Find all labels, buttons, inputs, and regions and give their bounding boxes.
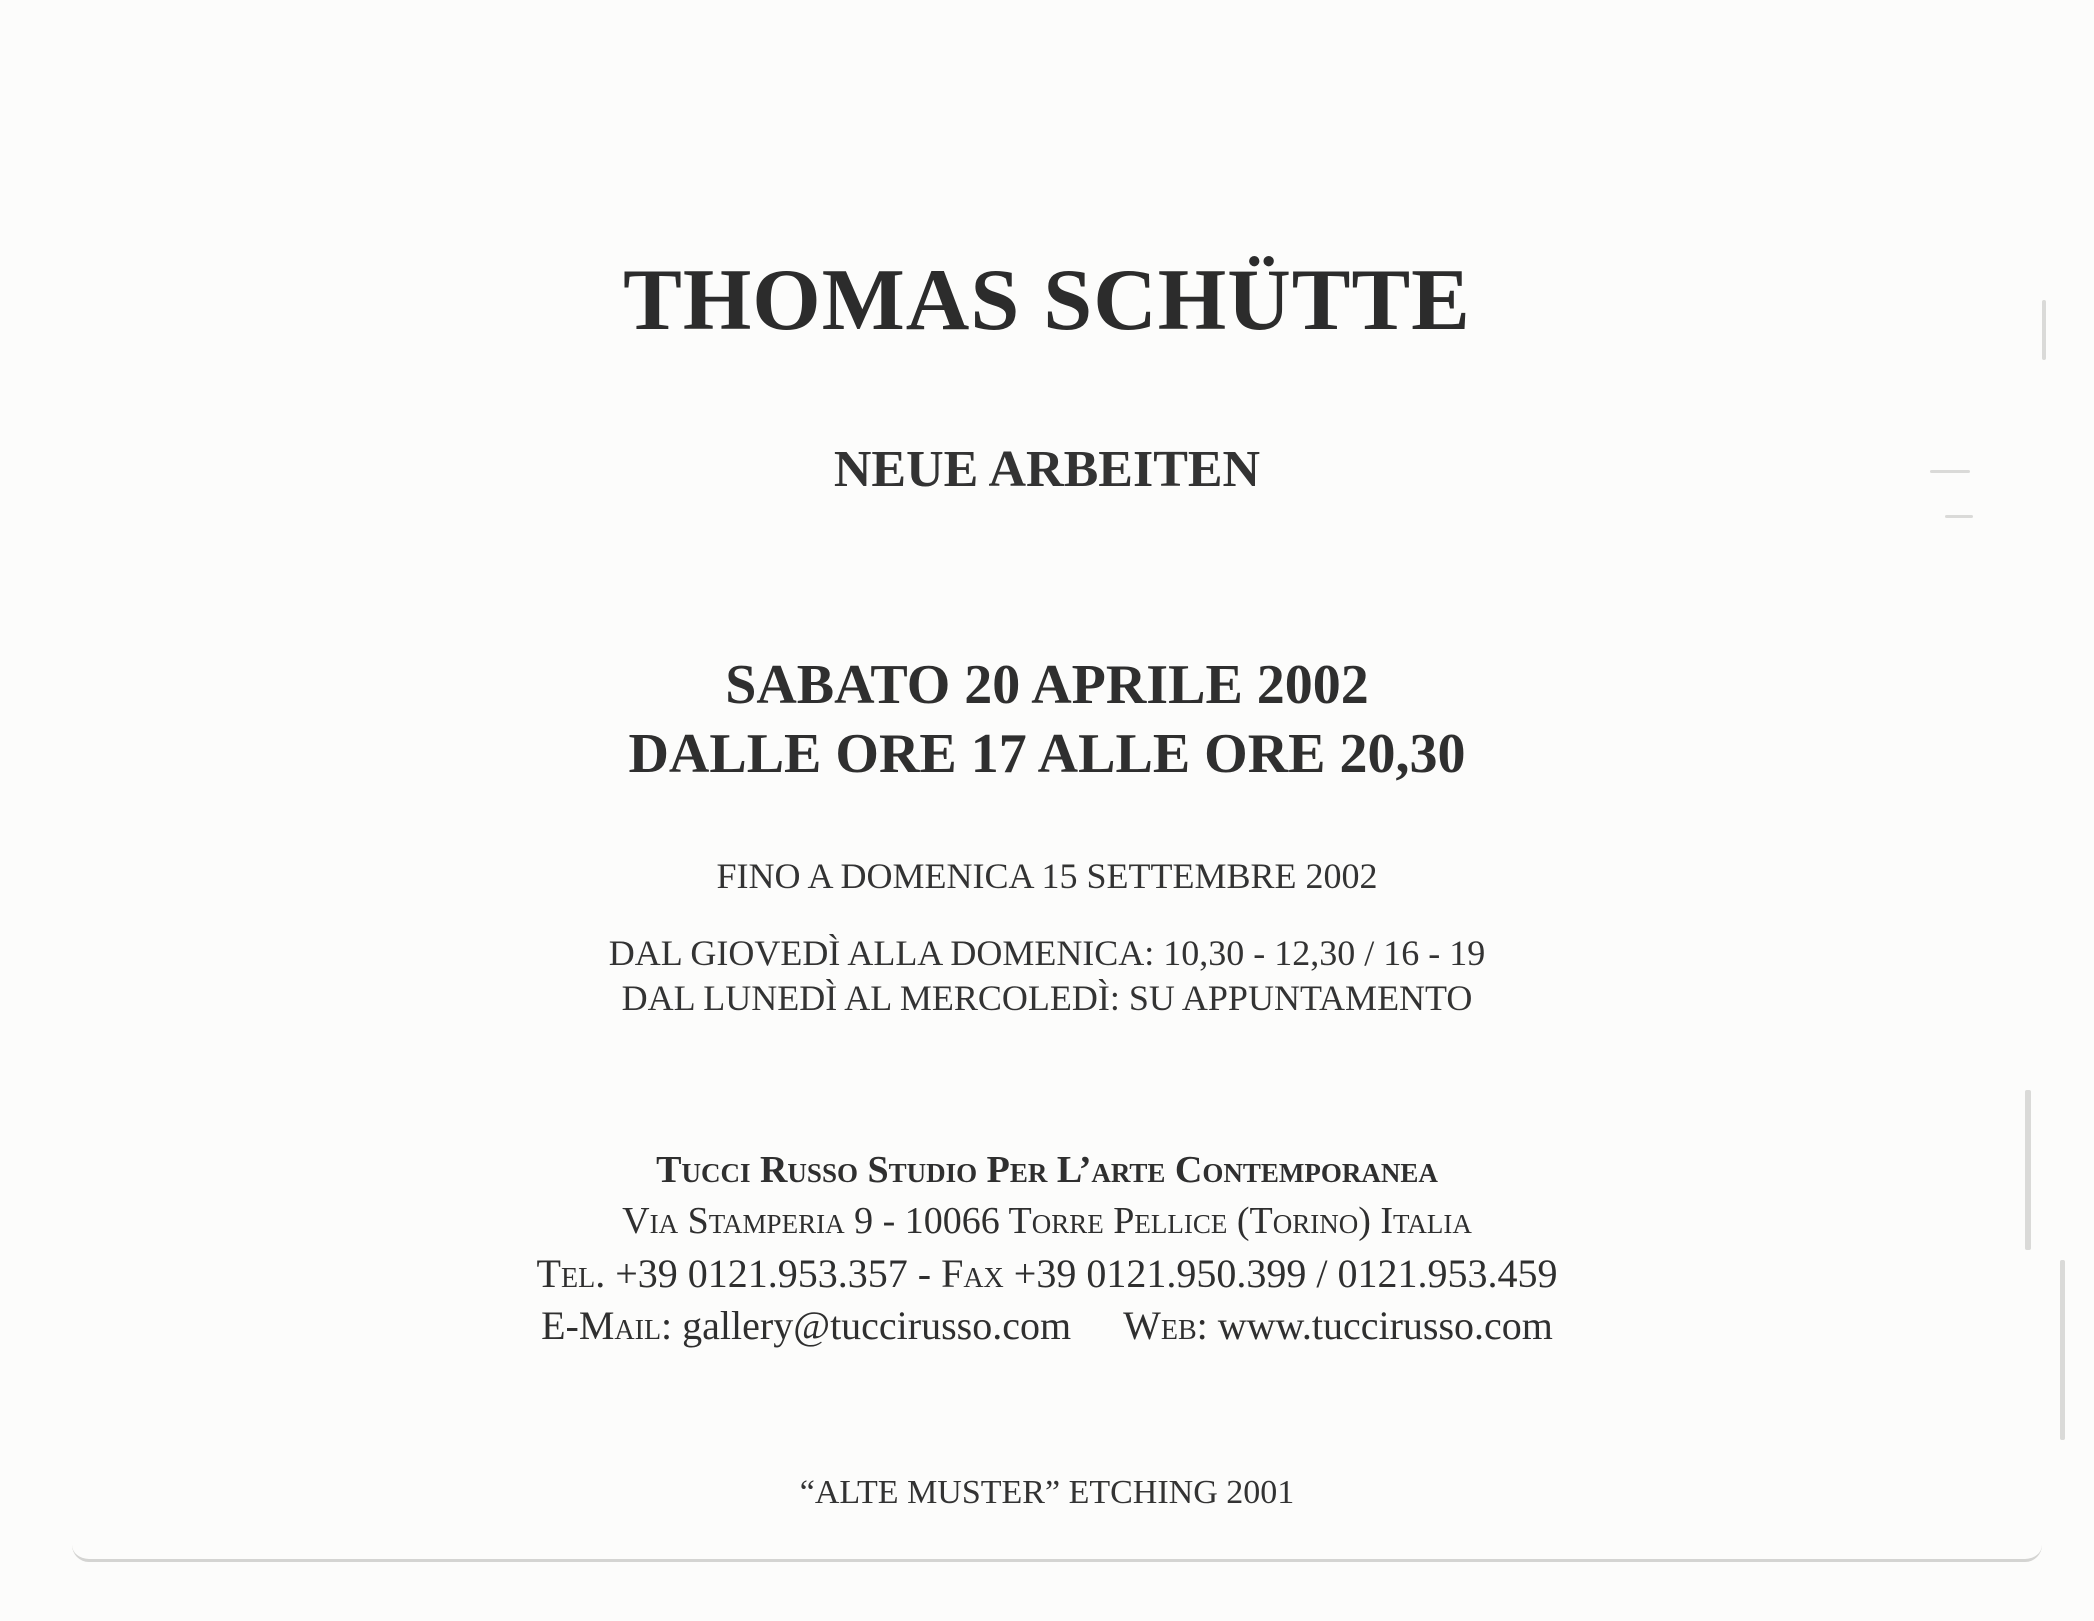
scan-mark bbox=[1930, 470, 1970, 473]
gallery-contact bbox=[0, 1302, 2094, 1349]
gallery-address: Via Stamperia 9 - 10066 Torre Pellice (Torino) Italia bbox=[622, 1200, 1472, 1242]
email-label: E-Mail: bbox=[541, 1303, 673, 1348]
fax-number: +39 0121.950.399 / 0121.953.459 bbox=[1003, 1251, 1558, 1296]
scan-mark bbox=[2060, 1260, 2065, 1440]
artist-name: THOMAS SCHÜTTE bbox=[623, 252, 1471, 349]
card-edge bbox=[72, 1545, 2042, 1562]
closing-date: FINO A DOMENICA 15 SETTEMBRE 2002 bbox=[716, 856, 1378, 896]
appointment-hours: DAL LUNEDÌ AL MERCOLEDÌ: SU APPUNTAMENTO bbox=[621, 978, 1473, 1018]
phone-label: Tel. bbox=[536, 1251, 606, 1296]
fax-label: Fax bbox=[941, 1251, 1004, 1296]
phone-number: +39 0121.953.357 - bbox=[605, 1251, 942, 1296]
exhibition-title: NEUE ARBEITEN bbox=[833, 441, 1261, 498]
opening-hours: DAL GIOVEDÌ ALLA DOMENICA: 10,30 - 12,30 / 16 - 19 bbox=[608, 933, 1486, 973]
scan-mark bbox=[2042, 300, 2046, 360]
scan-mark bbox=[1945, 515, 1973, 518]
artwork-credit: “ALTE MUSTER” ETCHING 2001 bbox=[799, 1474, 1295, 1511]
gallery-phone-fax bbox=[0, 1250, 2094, 1297]
scan-mark bbox=[2025, 1090, 2031, 1250]
opening-date: SABATO 20 APRILE 2002 bbox=[725, 654, 1369, 716]
gallery-name: Tucci Russo Studio Per L’arte Contemporanea bbox=[656, 1149, 1438, 1191]
opening-time: DALLE ORE 17 ALLE ORE 20,30 bbox=[628, 723, 1466, 785]
web-address: www.tuccirusso.com bbox=[1207, 1303, 1553, 1348]
web-label: Web: bbox=[1123, 1303, 1208, 1348]
email-address: gallery@tuccirusso.com bbox=[672, 1303, 1072, 1348]
